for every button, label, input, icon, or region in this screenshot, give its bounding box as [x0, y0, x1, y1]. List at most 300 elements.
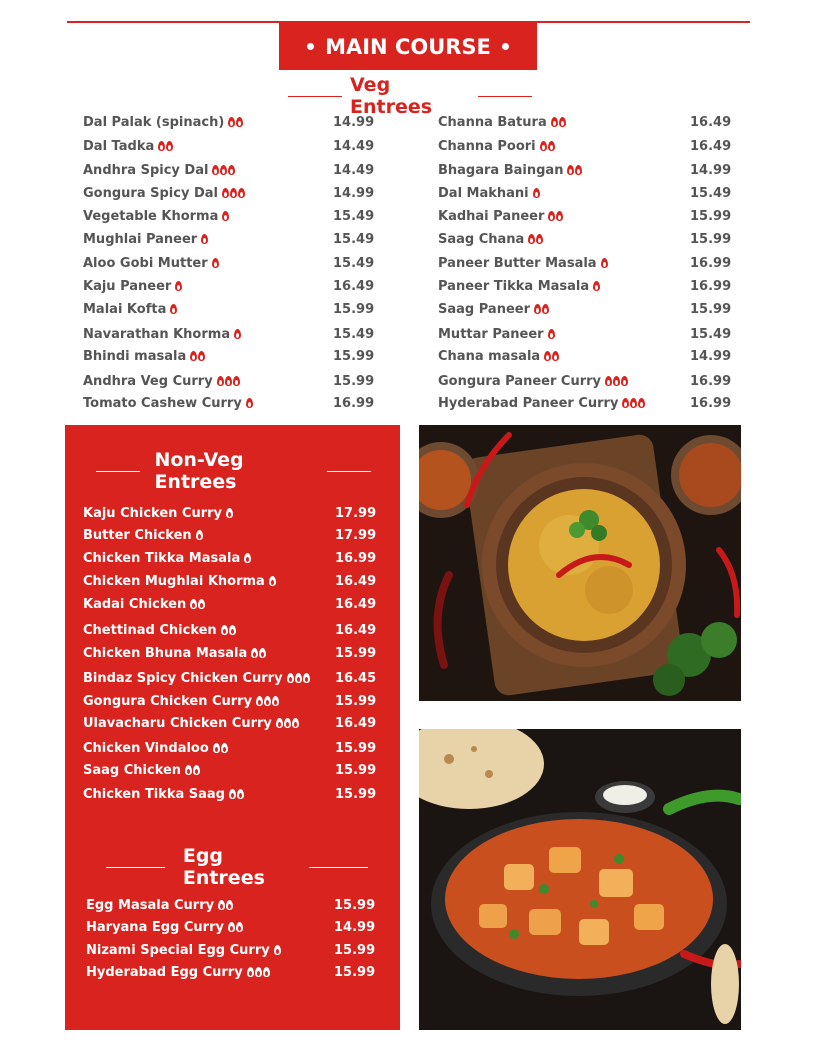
- dish-price: 15.99: [334, 964, 376, 980]
- dish-name: [438, 349, 560, 364]
- dish-name: [83, 349, 206, 364]
- menu-item: [438, 299, 732, 319]
- flame-icon: [613, 376, 620, 386]
- menu-item: [438, 393, 732, 413]
- menu-item: [83, 784, 377, 804]
- egg-section-heading: [88, 845, 386, 889]
- flame-icon: [236, 117, 243, 127]
- spice-level-icon: [213, 743, 229, 753]
- dish-price: 16.99: [690, 373, 732, 389]
- flame-icon: [175, 281, 182, 291]
- spice-level-icon: [622, 398, 646, 408]
- dish-price: 15.49: [690, 185, 732, 201]
- divider: [106, 867, 165, 868]
- flame-icon: [548, 329, 555, 339]
- flame-icon: [238, 188, 245, 198]
- dish-name: [83, 597, 206, 612]
- menu-item: [83, 713, 377, 733]
- flame-icon: [158, 141, 165, 151]
- egg-title: Egg Entrees: [182, 845, 265, 889]
- dish-name-text: Kaju Chicken Curry: [83, 505, 223, 521]
- dish-name-text: Dal Palak (spinach): [83, 114, 225, 130]
- dish-name: [83, 551, 252, 566]
- menu-item: [438, 160, 732, 180]
- menu-item: [83, 620, 377, 640]
- spice-level-icon: [287, 673, 311, 683]
- spice-level-icon: [244, 553, 252, 563]
- spice-level-icon: [567, 165, 583, 175]
- page-title: MAIN COURSE: [325, 34, 491, 59]
- dish-name: [438, 232, 544, 247]
- dish-price: 15.49: [333, 255, 375, 271]
- dish-name: [83, 186, 246, 201]
- dish-price: 14.99: [333, 185, 375, 201]
- flame-icon: [605, 376, 612, 386]
- dish-price: 14.99: [333, 114, 375, 130]
- spice-level-icon: [251, 648, 267, 658]
- flame-icon: [534, 304, 541, 314]
- menu-item: [83, 571, 377, 591]
- divider: [478, 96, 532, 97]
- flame-icon: [259, 648, 266, 658]
- dish-name-text: Aloo Gobi Mutter: [83, 255, 208, 271]
- flame-icon: [548, 211, 555, 221]
- menu-item: [83, 346, 375, 366]
- dish-price: 16.49: [335, 596, 377, 612]
- bullet-icon: [502, 43, 509, 50]
- dish-name-text: Haryana Egg Curry: [86, 919, 224, 935]
- spice-level-icon: [274, 945, 282, 955]
- flame-icon: [185, 765, 192, 775]
- menu-item: [83, 393, 375, 413]
- dish-name-text: Ulavacharu Chicken Curry: [83, 715, 272, 731]
- dish-name: [438, 279, 601, 294]
- dish-name-text: Chana masala: [438, 348, 541, 364]
- dish-price: 16.99: [333, 395, 375, 411]
- dish-name: [438, 139, 556, 154]
- flame-icon: [548, 141, 555, 151]
- dish-name-text: Gongura Spicy Dal: [83, 185, 218, 201]
- spice-level-icon: [605, 376, 629, 386]
- divider: [309, 867, 368, 868]
- menu-item: [83, 276, 375, 296]
- dish-name-text: Vegetable Khorma: [83, 208, 219, 224]
- dish-name: [83, 623, 237, 638]
- menu-item: [438, 276, 732, 296]
- dish-price: 14.99: [690, 348, 732, 364]
- menu-item: [83, 760, 377, 780]
- menu-item: [83, 738, 377, 758]
- flame-icon: [196, 530, 203, 540]
- dish-name: [438, 163, 583, 178]
- menu-item: [438, 253, 732, 273]
- flame-icon: [274, 945, 281, 955]
- spice-level-icon: [221, 625, 237, 635]
- menu-item: [83, 594, 377, 614]
- spice-level-icon: [185, 765, 201, 775]
- spice-level-icon: [228, 922, 244, 932]
- dish-name-text: Navarathan Khorma: [83, 326, 231, 342]
- main-course-banner: [279, 23, 537, 70]
- flame-icon: [221, 625, 228, 635]
- spice-level-icon: [170, 304, 178, 314]
- flame-icon: [544, 351, 551, 361]
- menu-item: [83, 112, 375, 132]
- spice-level-icon: [201, 234, 209, 244]
- flame-icon: [236, 922, 243, 932]
- dish-price: 17.99: [335, 505, 377, 521]
- menu-item: [86, 940, 376, 960]
- flame-icon: [222, 188, 229, 198]
- flame-icon: [536, 234, 543, 244]
- dish-price: 15.99: [335, 645, 377, 661]
- dish-price: 16.49: [335, 573, 377, 589]
- menu-item: [83, 548, 377, 568]
- menu-item: [83, 136, 375, 156]
- menu-item: [438, 229, 732, 249]
- spice-level-icon: [222, 188, 246, 198]
- dish-price: 15.49: [333, 231, 375, 247]
- spice-level-icon: [528, 234, 544, 244]
- flame-icon: [551, 117, 558, 127]
- dish-name: [83, 139, 174, 154]
- spice-level-icon: [212, 165, 236, 175]
- menu-item: [86, 895, 376, 915]
- dish-name-text: Kadhai Paneer: [438, 208, 545, 224]
- dish-name-text: Chicken Tikka Saag: [83, 786, 225, 802]
- menu-item: [83, 691, 377, 711]
- flame-icon: [256, 696, 263, 706]
- menu-item: [86, 917, 376, 937]
- flame-icon: [246, 398, 253, 408]
- spice-level-icon: [212, 258, 220, 268]
- dish-price: 16.49: [335, 715, 377, 731]
- flame-icon: [567, 165, 574, 175]
- dish-name: [438, 186, 541, 201]
- veg-section-heading: [280, 74, 540, 118]
- flame-icon: [292, 718, 299, 728]
- menu-item: [438, 112, 732, 132]
- spice-level-icon: [548, 211, 564, 221]
- dish-name: [83, 163, 236, 178]
- dish-name-text: Tomato Cashew Curry: [83, 395, 242, 411]
- spice-level-icon: [226, 508, 234, 518]
- dish-name-text: Gongura Chicken Curry: [83, 693, 253, 709]
- spice-level-icon: [175, 281, 183, 291]
- spice-level-icon: [158, 141, 174, 151]
- nonveg-section-heading: [82, 449, 385, 493]
- flame-icon: [190, 599, 197, 609]
- flame-icon: [220, 165, 227, 175]
- divider: [288, 96, 342, 97]
- flame-icon: [251, 648, 258, 658]
- flame-icon: [222, 211, 229, 221]
- flame-icon: [244, 553, 251, 563]
- flame-icon: [272, 696, 279, 706]
- flame-icon: [170, 304, 177, 314]
- spice-level-icon: [548, 329, 556, 339]
- dish-name-text: Paneer Tikka Masala: [438, 278, 590, 294]
- dish-name: [83, 302, 178, 317]
- menu-item: [83, 371, 375, 391]
- dish-name: [86, 898, 234, 913]
- flame-icon: [255, 967, 262, 977]
- dish-price: 15.99: [690, 301, 732, 317]
- dish-price: 16.99: [335, 550, 377, 566]
- flame-icon: [217, 376, 224, 386]
- dish-name: [83, 716, 300, 731]
- bullet-icon: [307, 43, 314, 50]
- spice-level-icon: [551, 117, 567, 127]
- dish-name-text: Egg Masala Curry: [86, 897, 215, 913]
- dish-name: [83, 374, 241, 389]
- dish-name: [438, 327, 556, 342]
- dish-name-text: Dal Makhani: [438, 185, 529, 201]
- dish-name-text: Paneer Butter Masala: [438, 255, 597, 271]
- dish-name: [83, 115, 244, 130]
- dish-name: [438, 115, 567, 130]
- spice-level-icon: [217, 376, 241, 386]
- dish-price: 16.99: [690, 395, 732, 411]
- dish-price: 14.99: [334, 919, 376, 935]
- flame-icon: [284, 718, 291, 728]
- dish-name-text: Chicken Mughlai Khorma: [83, 573, 265, 589]
- flame-icon: [234, 329, 241, 339]
- flame-icon: [264, 696, 271, 706]
- dish-price: 15.99: [690, 208, 732, 224]
- dish-price: 16.49: [690, 114, 732, 130]
- dish-name: [83, 763, 201, 778]
- flame-icon: [622, 398, 629, 408]
- menu-item: [83, 253, 375, 273]
- dish-name-text: Hyderabad Paneer Curry: [438, 395, 619, 411]
- flame-icon: [601, 258, 608, 268]
- spice-level-icon: [533, 188, 541, 198]
- dish-price: 15.99: [335, 740, 377, 756]
- dish-name-text: Mughlai Paneer: [83, 231, 198, 247]
- divider: [96, 471, 140, 472]
- dish-name: [438, 302, 550, 317]
- dish-price: 15.99: [333, 348, 375, 364]
- dish-name-text: Gongura Paneer Curry: [438, 373, 601, 389]
- flame-icon: [559, 117, 566, 127]
- spice-level-icon: [190, 351, 206, 361]
- dish-price: 15.99: [335, 693, 377, 709]
- menu-item: [83, 160, 375, 180]
- dish-price: 15.99: [690, 231, 732, 247]
- spice-level-icon: [540, 141, 556, 151]
- dish-name: [83, 646, 267, 661]
- flame-icon: [229, 789, 236, 799]
- spice-level-icon: [190, 599, 206, 609]
- nonveg-title: Non-Veg Entrees: [154, 449, 244, 493]
- flame-icon: [190, 351, 197, 361]
- dish-name: [83, 741, 229, 756]
- dish-name-text: Butter Chicken: [83, 527, 192, 543]
- dish-price: 14.99: [690, 162, 732, 178]
- spice-level-icon: [196, 530, 204, 540]
- flame-icon: [542, 304, 549, 314]
- dish-name: [83, 694, 280, 709]
- dish-name-text: Malai Kofta: [83, 301, 167, 317]
- flame-icon: [228, 117, 235, 127]
- menu-item: [438, 183, 732, 203]
- menu-item: [438, 324, 732, 344]
- flame-icon: [621, 376, 628, 386]
- flame-icon: [233, 376, 240, 386]
- dish-name: [83, 528, 204, 543]
- flame-icon: [533, 188, 540, 198]
- dish-name-text: Chicken Vindaloo: [83, 740, 209, 756]
- dish-name: [438, 209, 564, 224]
- flame-icon: [230, 188, 237, 198]
- dish-price: 16.99: [690, 278, 732, 294]
- dish-name: [83, 506, 234, 521]
- flame-icon: [263, 967, 270, 977]
- menu-item: [438, 346, 732, 366]
- dish-price: 16.49: [335, 622, 377, 638]
- menu-item: [83, 503, 377, 523]
- dish-price: 15.99: [335, 762, 377, 778]
- flame-icon: [269, 576, 276, 586]
- dish-price: 16.99: [690, 255, 732, 271]
- dish-name-text: Bindaz Spicy Chicken Curry: [83, 670, 283, 686]
- flame-icon: [287, 673, 294, 683]
- menu-item: [83, 183, 375, 203]
- dish-price: 17.99: [335, 527, 377, 543]
- dish-name: [83, 256, 220, 271]
- dish-name: [83, 574, 277, 589]
- spice-level-icon: [247, 967, 271, 977]
- flame-icon: [528, 234, 535, 244]
- menu-item: [83, 643, 377, 663]
- dish-price: 15.49: [333, 326, 375, 342]
- dish-name-text: Saag Chicken: [83, 762, 182, 778]
- dal-curry-photo: [419, 425, 741, 701]
- dish-name-text: Dal Tadka: [83, 138, 155, 154]
- dish-price: 14.49: [333, 162, 375, 178]
- dish-name: [83, 396, 254, 411]
- paneer-curry-photo: [419, 729, 741, 1030]
- dish-price: 15.99: [333, 301, 375, 317]
- spice-level-icon: [246, 398, 254, 408]
- spice-level-icon: [234, 329, 242, 339]
- menu-item: [83, 324, 375, 344]
- dish-price: 16.49: [333, 278, 375, 294]
- flame-icon: [295, 673, 302, 683]
- flame-icon: [213, 743, 220, 753]
- dish-price: 15.49: [690, 326, 732, 342]
- flame-icon: [556, 211, 563, 221]
- flame-icon: [630, 398, 637, 408]
- menu-item: [83, 299, 375, 319]
- divider: [327, 471, 371, 472]
- dish-name-text: Nizami Special Egg Curry: [86, 942, 270, 958]
- dish-name-text: Chicken Tikka Masala: [83, 550, 241, 566]
- menu-item: [438, 136, 732, 156]
- dish-name-text: Channa Batura: [438, 114, 547, 130]
- dish-name: [83, 787, 245, 802]
- spice-level-icon: [601, 258, 609, 268]
- menu-item: [438, 371, 732, 391]
- flame-icon: [218, 900, 225, 910]
- dish-price: 15.99: [334, 897, 376, 913]
- flame-icon: [552, 351, 559, 361]
- dish-price: 15.99: [335, 786, 377, 802]
- flame-icon: [229, 625, 236, 635]
- flame-icon: [247, 967, 254, 977]
- flame-icon: [198, 599, 205, 609]
- flame-icon: [201, 234, 208, 244]
- menu-item: [83, 229, 375, 249]
- dish-name: [438, 396, 646, 411]
- dish-name-text: Chicken Bhuna Masala: [83, 645, 248, 661]
- dish-name: [83, 209, 230, 224]
- flame-icon: [198, 351, 205, 361]
- dish-price: 15.99: [333, 373, 375, 389]
- dish-name: [438, 374, 629, 389]
- flame-icon: [212, 258, 219, 268]
- menu-item: [83, 668, 377, 688]
- spice-level-icon: [269, 576, 277, 586]
- spice-level-icon: [228, 117, 244, 127]
- dish-price: 16.45: [335, 670, 377, 686]
- dish-price: 15.49: [333, 208, 375, 224]
- spice-level-icon: [256, 696, 280, 706]
- spice-level-icon: [229, 789, 245, 799]
- flame-icon: [226, 900, 233, 910]
- menu-item: [438, 206, 732, 226]
- menu-item: [86, 962, 376, 982]
- dish-name: [83, 327, 242, 342]
- flame-icon: [276, 718, 283, 728]
- flame-icon: [638, 398, 645, 408]
- dish-name-text: Saag Chana: [438, 231, 525, 247]
- dish-name-text: Muttar Paneer: [438, 326, 544, 342]
- dish-name: [86, 920, 244, 935]
- dish-name: [438, 256, 609, 271]
- dish-price: 14.49: [333, 138, 375, 154]
- dish-name-text: Bhindi masala: [83, 348, 187, 364]
- flame-icon: [228, 922, 235, 932]
- spice-level-icon: [534, 304, 550, 314]
- menu-item: [83, 525, 377, 545]
- flame-icon: [237, 789, 244, 799]
- spice-level-icon: [593, 281, 601, 291]
- dish-name: [86, 943, 282, 958]
- dish-name-text: Chettinad Chicken: [83, 622, 217, 638]
- dish-name-text: Saag Paneer: [438, 301, 530, 317]
- dish-name: [83, 279, 183, 294]
- flame-icon: [166, 141, 173, 151]
- dish-name-text: Channa Poori: [438, 138, 536, 154]
- dish-name-text: Andhra Spicy Dal: [83, 162, 209, 178]
- flame-icon: [593, 281, 600, 291]
- dish-name-text: Kadai Chicken: [83, 596, 187, 612]
- dish-name: [83, 232, 209, 247]
- dish-price: 16.49: [690, 138, 732, 154]
- dish-name: [83, 671, 311, 686]
- flame-icon: [303, 673, 310, 683]
- flame-icon: [212, 165, 219, 175]
- dish-name: [86, 965, 271, 980]
- spice-level-icon: [544, 351, 560, 361]
- menu-item: [83, 206, 375, 226]
- flame-icon: [225, 376, 232, 386]
- flame-icon: [575, 165, 582, 175]
- spice-level-icon: [222, 211, 230, 221]
- dish-name-text: Bhagara Baingan: [438, 162, 564, 178]
